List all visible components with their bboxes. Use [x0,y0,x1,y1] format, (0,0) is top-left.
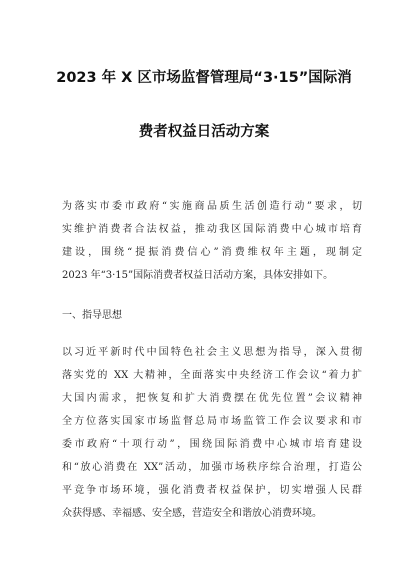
body-line: 全方位落实国家市场监督总局市场监管工作会议要求和市 [62,416,362,427]
body-line: 落实党的 XX 大精神，全面落实中央经济工作会议“着力扩 [62,370,362,381]
body-line: 众获得感、幸福感、安全感，营造安全和谐放心消费环境。 [62,508,322,519]
intro-paragraph [62,195,362,287]
section-heading-guiding-ideology: 一、指导思想 [62,310,122,321]
intro-line: 建设，围绕“提振消费信心”消费维权年主题，现制定 [62,247,362,258]
body-line: 以习近平新时代中国特色社会主义思想为指导，深入贯彻 [62,347,362,358]
intro-line: 实维护消费者合法权益，推动我区国际消费中心城市培育 [62,224,362,235]
body-line: 大国内需求，把恢复和扩大消费摆在优先位置”会议精神 [62,393,362,404]
document-title-line-1: 2023 年 X 区市场监督管理局“3·15”国际消 [56,70,352,86]
body-line: 委市政府“十项行动”，围绕国际消费中心城市培育建设 [62,439,362,450]
guiding-ideology-paragraph [62,341,362,525]
intro-line: 为落实市委市政府“实施商品质生活创造行动”要求，切 [62,201,362,212]
intro-line: 2023 年“3·15”国际消费者权益日活动方案，具体安排如下。 [62,270,334,281]
body-line: 平竞争市场环境，强化消费者权益保护，切实增强人民群 [62,485,362,496]
body-line: 和“放心消费在 XX”活动，加强市场秩序综合治理，打造公 [62,462,362,473]
document-title-line-2: 费者权益日活动方案 [138,124,270,140]
